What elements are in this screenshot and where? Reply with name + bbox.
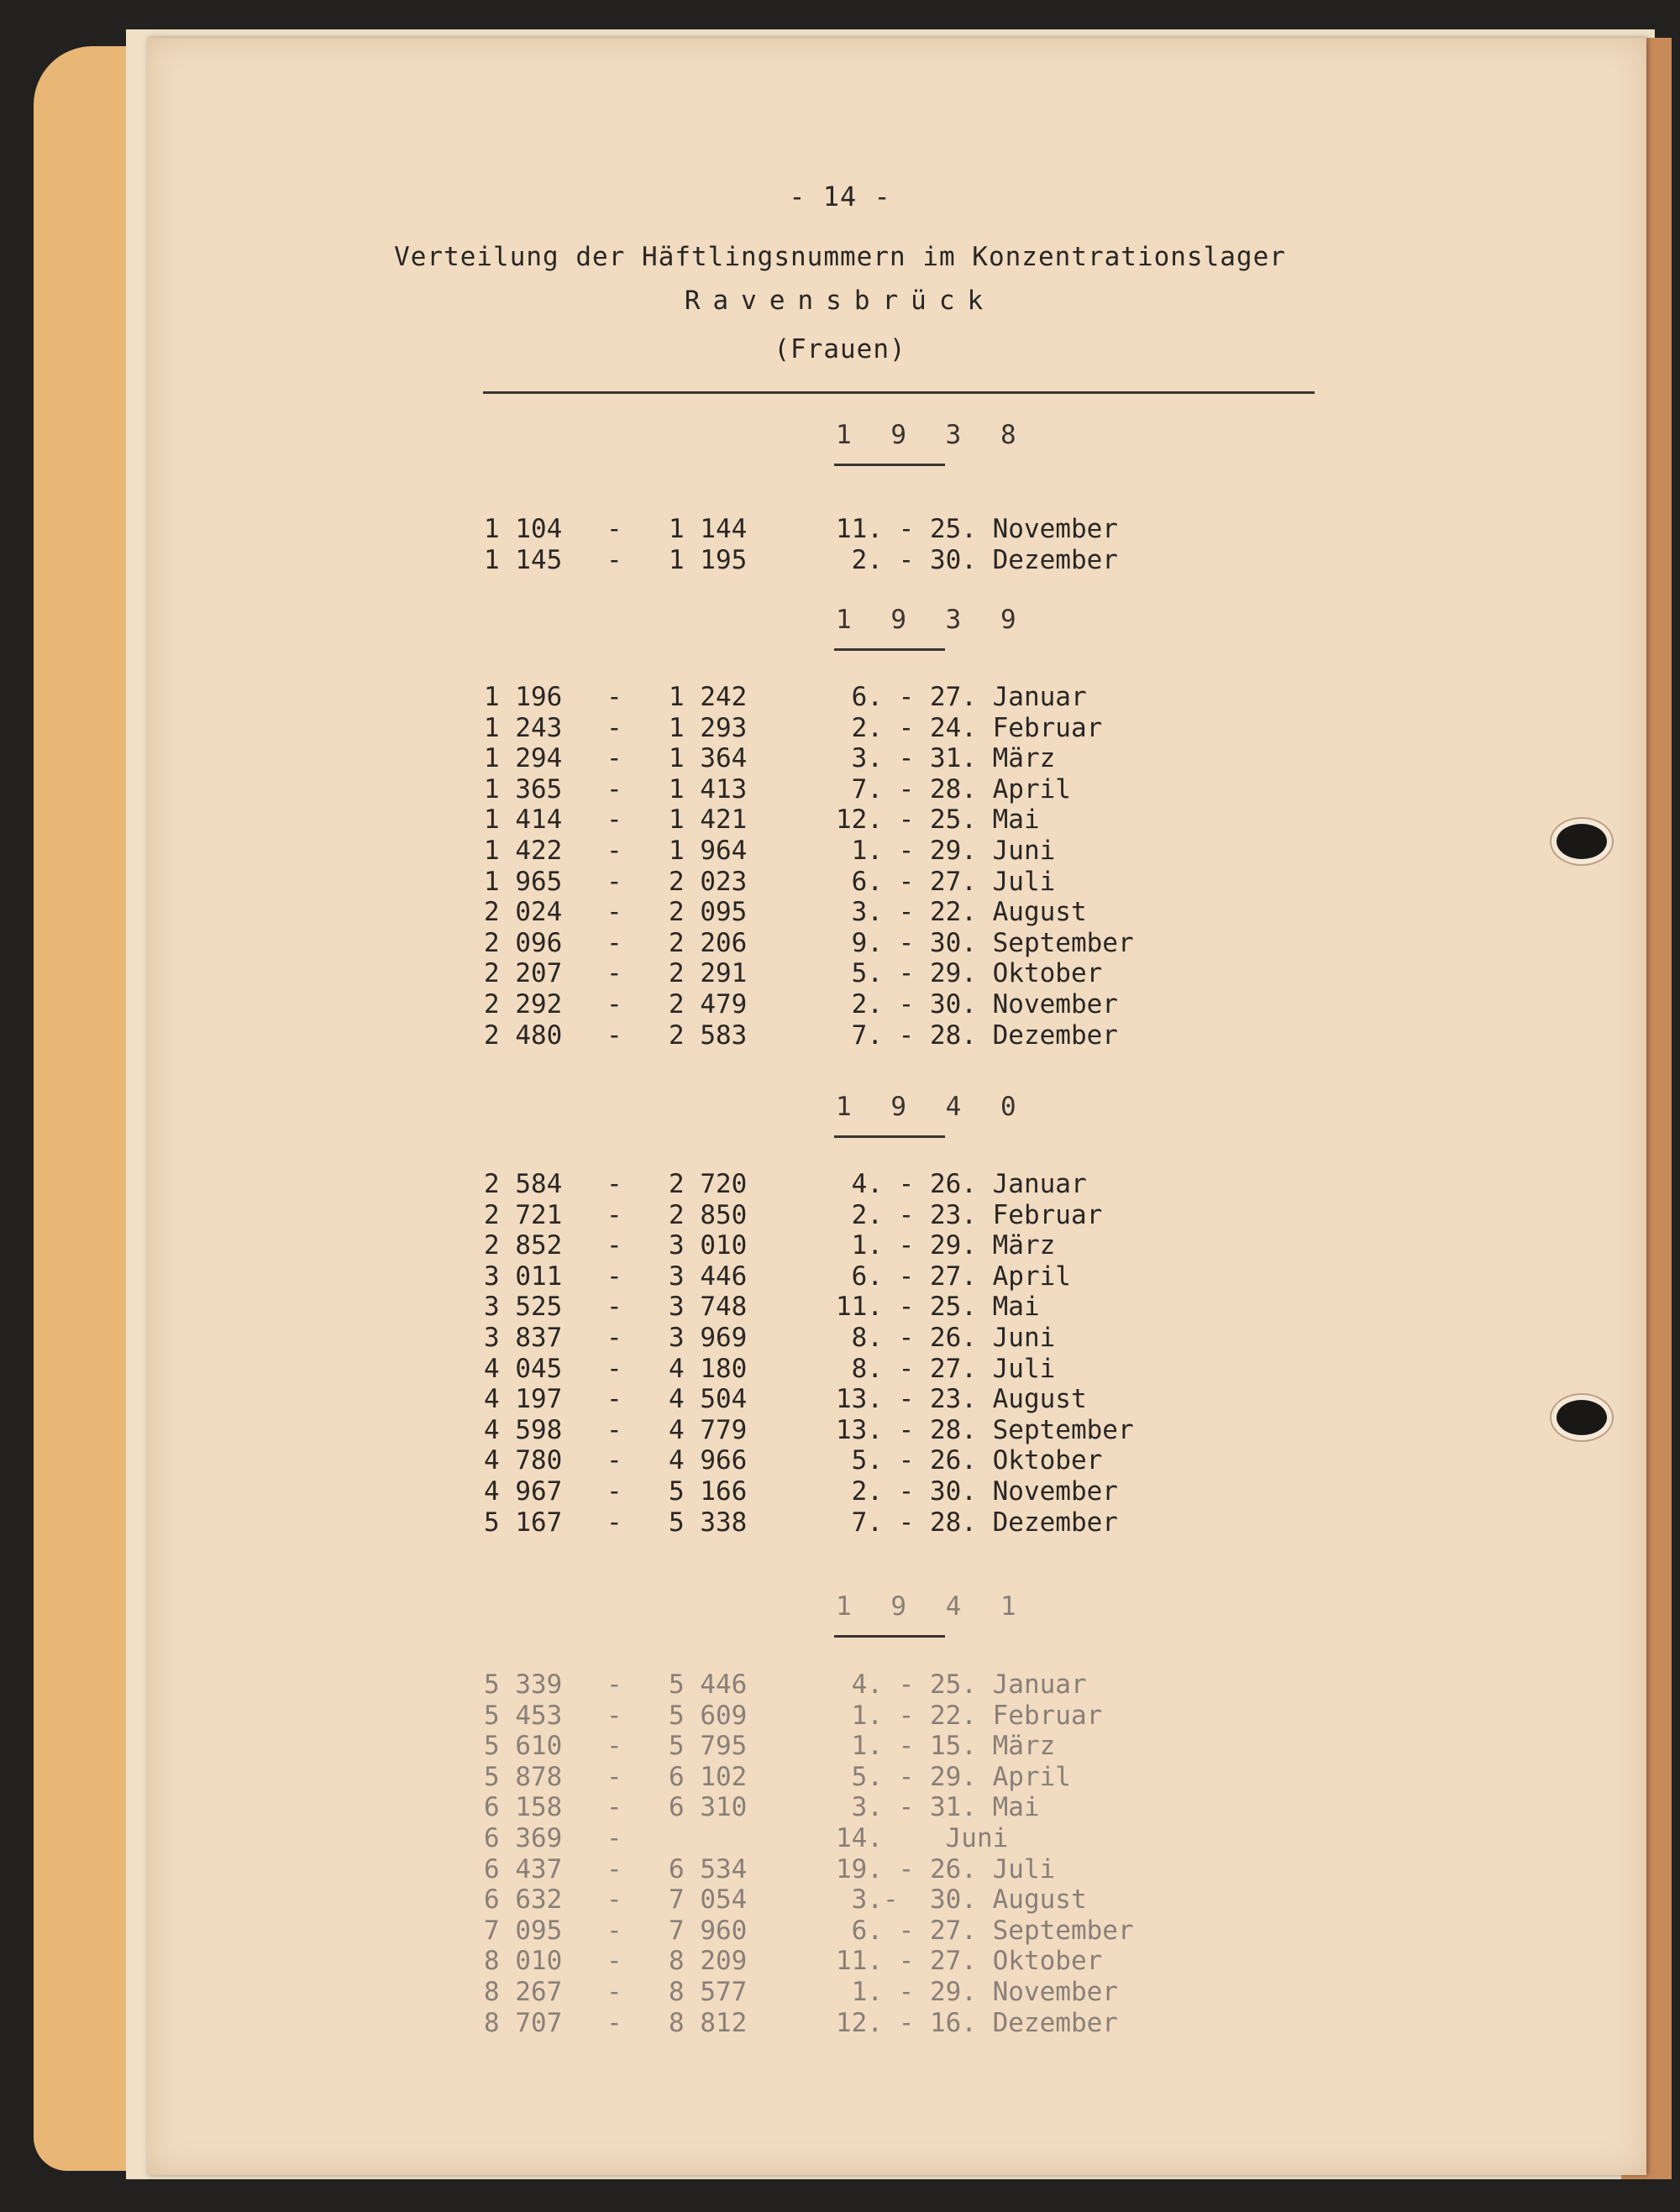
table-row	[0, 1507, 1680, 1538]
date-range: 7. - 28. April	[836, 773, 1071, 805]
range-dash: -	[606, 1323, 622, 1353]
table-row	[0, 1230, 1680, 1261]
date-range: 12. - 16. Dezember	[836, 2007, 1118, 2038]
table-row	[0, 1020, 1680, 1051]
number-from: 7 095	[484, 1915, 563, 1946]
range-dash: -	[606, 1915, 622, 1946]
number-to: 6 310	[669, 1792, 748, 1823]
number-to: 5 338	[669, 1507, 748, 1538]
table-row	[0, 682, 1680, 712]
number-to: 5 446	[669, 1669, 748, 1700]
number-to: 1 242	[669, 682, 748, 712]
range-dash: -	[606, 743, 622, 774]
number-from: 4 967	[484, 1476, 563, 1507]
number-to: 2 850	[669, 1199, 748, 1230]
number-from: 6 437	[484, 1853, 563, 1884]
date-range: 7. - 28. Dezember	[836, 1020, 1118, 1051]
table-row	[0, 1476, 1680, 1507]
date-range: 14. Juni	[836, 1823, 1009, 1853]
table-row	[0, 928, 1680, 958]
number-to: 7 054	[669, 1884, 748, 1916]
range-dash: -	[606, 1476, 622, 1507]
range-dash: -	[606, 805, 622, 836]
number-to: 2 023	[669, 866, 748, 897]
year-heading: 1 9 3 9	[836, 605, 1028, 635]
number-to: 5 609	[669, 1700, 748, 1731]
number-from: 2 584	[484, 1169, 563, 1199]
table-row	[0, 867, 1680, 897]
number-from: 6 369	[484, 1823, 563, 1853]
date-range: 6. - 27. Juli	[836, 866, 1056, 897]
table-row	[0, 989, 1680, 1020]
range-dash: -	[606, 1823, 622, 1853]
table-row	[0, 2008, 1680, 2038]
number-to: 3 010	[669, 1230, 748, 1261]
table-row	[0, 1354, 1680, 1384]
date-range: 1. - 22. Februar	[836, 1700, 1103, 1731]
table-row	[0, 1916, 1680, 1946]
table-row	[0, 545, 1680, 575]
table-row	[0, 1200, 1680, 1230]
number-to: 1 421	[669, 805, 748, 836]
year-heading: 1 9 4 1	[836, 1591, 1028, 1622]
date-range: 8. - 27. Juli	[836, 1353, 1056, 1384]
document-subtitle-women: (Frauen)	[774, 334, 906, 364]
range-dash: -	[606, 989, 622, 1020]
date-range: 4. - 25. Januar	[836, 1669, 1087, 1700]
number-to: 2 479	[669, 989, 748, 1020]
date-range: 7. - 28. Dezember	[836, 1507, 1118, 1538]
range-dash: -	[606, 544, 622, 575]
number-to: 8 209	[669, 1946, 748, 1977]
number-from: 6 158	[484, 1792, 563, 1823]
range-dash: -	[606, 1853, 622, 1884]
number-to: 5 166	[669, 1476, 748, 1507]
number-from: 2 024	[484, 897, 563, 928]
date-range: 13. - 28. September	[836, 1414, 1134, 1445]
number-to: 3 748	[669, 1292, 748, 1323]
date-range: 5. - 29. April	[836, 1761, 1071, 1792]
range-dash: -	[606, 682, 622, 712]
table-row	[0, 897, 1680, 927]
number-from: 5 610	[484, 1731, 563, 1762]
number-from: 3 525	[484, 1292, 563, 1323]
number-from: 2 096	[484, 927, 563, 958]
number-from: 1 243	[484, 712, 563, 743]
year-underline	[834, 1635, 945, 1638]
year-underline	[834, 1135, 945, 1138]
range-dash: -	[606, 1977, 622, 2007]
range-dash: -	[606, 958, 622, 989]
number-to: 5 795	[669, 1731, 748, 1762]
number-from: 4 197	[484, 1384, 563, 1415]
date-range: 2. - 30. Dezember	[836, 544, 1118, 575]
number-to: 1 195	[669, 544, 748, 575]
document-title: Verteilung der Häftlingsnummern im Konzentrationslager	[394, 242, 1286, 272]
year-underline	[834, 648, 945, 651]
range-dash: -	[606, 1020, 622, 1051]
range-dash: -	[606, 1700, 622, 1731]
date-range: 11. - 25. November	[836, 514, 1118, 544]
table-row	[0, 1669, 1680, 1700]
number-to: 8 812	[669, 2007, 748, 2038]
table-row	[0, 1384, 1680, 1414]
date-range: 11. - 27. Oktober	[836, 1946, 1103, 1977]
table-row	[0, 713, 1680, 743]
number-from: 1 414	[484, 805, 563, 836]
year-heading: 1 9 4 0	[836, 1092, 1028, 1122]
date-range: 2. - 23. Februar	[836, 1199, 1103, 1230]
number-from: 4 045	[484, 1353, 563, 1384]
range-dash: -	[606, 1414, 622, 1445]
date-range: 3.- 30. August	[836, 1884, 1087, 1916]
date-range: 6. - 27. September	[836, 1915, 1134, 1946]
number-from: 3 011	[484, 1261, 563, 1292]
range-dash: -	[606, 514, 622, 544]
title-rule	[483, 391, 1315, 394]
number-from: 8 707	[484, 2007, 563, 2038]
number-from: 1 104	[484, 514, 563, 544]
number-to: 7 960	[669, 1915, 748, 1946]
date-range: 5. - 29. Oktober	[836, 958, 1103, 989]
table-row	[0, 1823, 1680, 1853]
range-dash: -	[606, 897, 622, 928]
table-row	[0, 1731, 1680, 1761]
date-range: 5. - 26. Oktober	[836, 1445, 1103, 1476]
number-from: 4 598	[484, 1414, 563, 1445]
number-from: 2 292	[484, 989, 563, 1020]
range-dash: -	[606, 1292, 622, 1323]
number-from: 2 721	[484, 1199, 563, 1230]
date-range: 8. - 26. Juni	[836, 1323, 1056, 1353]
number-from: 2 207	[484, 958, 563, 989]
range-dash: -	[606, 836, 622, 866]
range-dash: -	[606, 1946, 622, 1977]
number-to: 4 779	[669, 1414, 748, 1445]
range-dash: -	[606, 1199, 622, 1230]
table-row	[0, 1323, 1680, 1353]
table-row	[0, 1854, 1680, 1884]
number-from: 4 780	[484, 1445, 563, 1476]
table-row	[0, 1292, 1680, 1322]
table-row	[0, 1762, 1680, 1792]
number-from: 5 878	[484, 1761, 563, 1792]
date-range: 3. - 31. Mai	[836, 1792, 1040, 1823]
document-subtitle: Ravensbrück	[684, 286, 996, 316]
number-from: 5 453	[484, 1700, 563, 1731]
range-dash: -	[606, 712, 622, 743]
number-to: 2 206	[669, 927, 748, 958]
date-range: 6. - 27. Januar	[836, 682, 1087, 712]
number-to: 2 720	[669, 1169, 748, 1199]
date-range: 13. - 23. August	[836, 1384, 1087, 1415]
number-from: 5 339	[484, 1669, 563, 1700]
number-to: 4 966	[669, 1445, 748, 1476]
range-dash: -	[606, 1792, 622, 1823]
table-row	[0, 774, 1680, 805]
table-row	[0, 1415, 1680, 1445]
number-from: 1 365	[484, 773, 563, 805]
number-to: 1 364	[669, 743, 748, 774]
range-dash: -	[606, 2007, 622, 2038]
number-to: 2 583	[669, 1020, 748, 1051]
number-from: 1 294	[484, 743, 563, 774]
table-row	[0, 805, 1680, 835]
range-dash: -	[606, 1445, 622, 1476]
date-range: 2. - 30. November	[836, 989, 1118, 1020]
table-row	[0, 1792, 1680, 1822]
range-dash: -	[606, 866, 622, 897]
number-to: 4 180	[669, 1353, 748, 1384]
number-to: 6 534	[669, 1853, 748, 1884]
range-dash: -	[606, 1669, 622, 1700]
table-row	[0, 1946, 1680, 1976]
range-dash: -	[606, 1384, 622, 1415]
year-heading: 1 9 3 8	[836, 420, 1028, 450]
date-range: 1. - 29. November	[836, 1977, 1118, 2007]
table-row	[0, 743, 1680, 773]
range-dash: -	[606, 1731, 622, 1762]
range-dash: -	[606, 927, 622, 958]
number-to: 2 291	[669, 958, 748, 989]
table-row	[0, 1261, 1680, 1292]
number-to: 1 144	[669, 514, 748, 544]
number-from: 1 965	[484, 866, 563, 897]
date-range: 1. - 29. Juni	[836, 836, 1056, 866]
table-row	[0, 1169, 1680, 1199]
date-range: 1. - 15. März	[836, 1731, 1056, 1762]
date-range: 11. - 25. Mai	[836, 1292, 1040, 1323]
number-from: 5 167	[484, 1507, 563, 1538]
number-to: 8 577	[669, 1977, 748, 2007]
number-to: 6 102	[669, 1761, 748, 1792]
number-to: 2 095	[669, 897, 748, 928]
number-to: 3 969	[669, 1323, 748, 1353]
date-range: 3. - 31. März	[836, 743, 1056, 774]
range-dash: -	[606, 1353, 622, 1384]
number-from: 2 480	[484, 1020, 563, 1051]
date-range: 19. - 26. Juli	[836, 1853, 1056, 1884]
range-dash: -	[606, 1884, 622, 1916]
date-range: 6. - 27. April	[836, 1261, 1071, 1292]
date-range: 2. - 30. November	[836, 1476, 1118, 1507]
number-from: 1 145	[484, 544, 563, 575]
page-number: - 14 -	[789, 181, 891, 212]
range-dash: -	[606, 1761, 622, 1792]
number-from: 3 837	[484, 1323, 563, 1353]
table-row	[0, 1977, 1680, 2007]
number-to: 3 446	[669, 1261, 748, 1292]
range-dash: -	[606, 1507, 622, 1538]
table-row	[0, 958, 1680, 988]
table-row	[0, 514, 1680, 544]
date-range: 4. - 26. Januar	[836, 1169, 1087, 1199]
number-from: 8 010	[484, 1946, 563, 1977]
table-row	[0, 1701, 1680, 1731]
table-row	[0, 836, 1680, 866]
number-to: 1 293	[669, 712, 748, 743]
table-row	[0, 1445, 1680, 1476]
date-range: 9. - 30. September	[836, 927, 1134, 958]
range-dash: -	[606, 773, 622, 805]
range-dash: -	[606, 1230, 622, 1261]
year-underline	[834, 464, 945, 466]
number-to: 1 413	[669, 773, 748, 805]
number-to: 1 964	[669, 836, 748, 866]
number-from: 2 852	[484, 1230, 563, 1261]
number-from: 6 632	[484, 1884, 563, 1916]
number-from: 1 422	[484, 836, 563, 866]
range-dash: -	[606, 1261, 622, 1292]
table-row	[0, 1884, 1680, 1915]
date-range: 1. - 29. März	[836, 1230, 1056, 1261]
range-dash: -	[606, 1169, 622, 1199]
number-from: 8 267	[484, 1977, 563, 2007]
date-range: 3. - 22. August	[836, 897, 1087, 928]
date-range: 12. - 25. Mai	[836, 805, 1040, 836]
date-range: 2. - 24. Februar	[836, 712, 1103, 743]
number-to: 4 504	[669, 1384, 748, 1415]
number-from: 1 196	[484, 682, 563, 712]
